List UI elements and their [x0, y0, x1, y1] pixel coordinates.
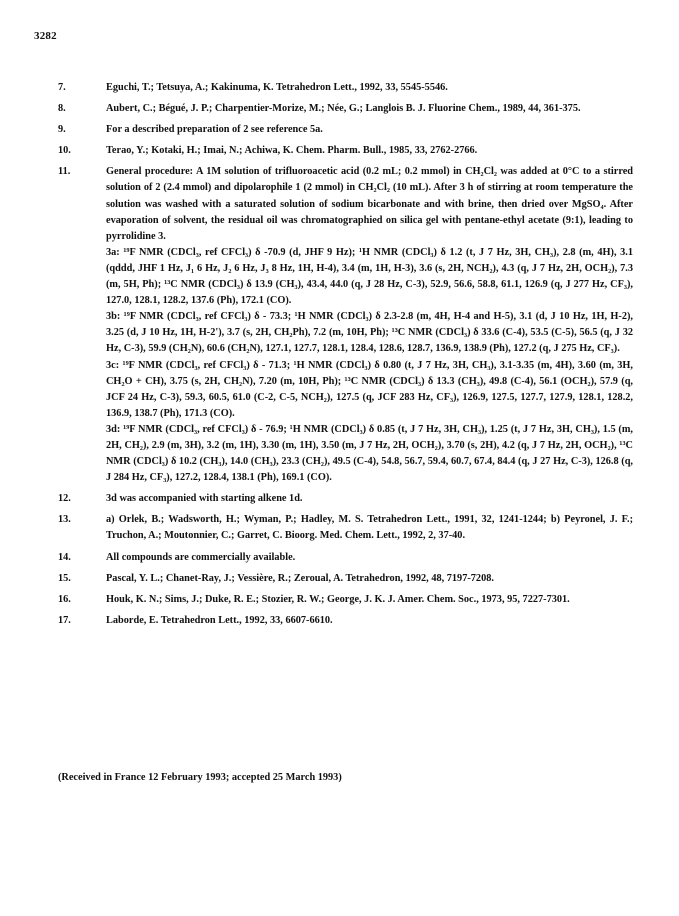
reference-15: [58, 571, 633, 587]
reference-number: 7.: [58, 82, 66, 93]
reference-text: For a described preparation of 2 see reference 5a.: [106, 124, 323, 136]
received-note: (Received in France 12 February 1993; accepted 25 March 1993): [58, 772, 342, 783]
reference-8: [58, 101, 633, 117]
reference-number: 10.: [58, 145, 71, 157]
compound-3c-data: 3c: ¹⁹F NMR (CDCl₃, ref CFCl₃) δ - 71.3; ¹H NMR (CDCl₃) δ 0.80 (t, J 7 Hz, 3H, CH₃), 3.1-3.35 (m, 4H), 3.60 (m, 3H, CH₂O + CH), 3.75 (s, 2H, CH₂N), 7.20 (m, 10H, Ph); ¹³C NMR (CDCl₃) δ 13.3 (CH₃), 49.8 (C-4), 56.1 (OCH₂), 57.9 (q, JCF 24 Hz, C-3), 59.3, 60.5, 61.0 (C-2, C-5, NCH₂), 127.5 (q, JCF 283 Hz, CF₃), 126.9, 127.5, 127.7, 127.9, 128.1, 128.2, 136.9, 138.7 (Ph), 171.3 (CO).: [106, 359, 633, 419]
reference-10: [58, 143, 633, 159]
reference-body: [106, 164, 633, 486]
compound-3b-data: 3b: ¹⁹F NMR (CDCl₃, ref CFCl₃) δ - 73.3; ¹H NMR (CDCl₃) δ 2.3-2.8 (m, 4H, H-4 and H-5), 3.1 (d, J 10 Hz, 1H, H-2), 3.25 (d, J 10 Hz, 1H, H-2'), 3.7 (s, 2H, CH₂Ph), 7.2 (m, 10H, Ph); ¹³C NMR (CDCl₃) δ 33.6 (C-4), 53.5 (C-5), 56.5 (q, J 32 Hz, C-3), 59.9 (CH₂N), 60.6 (CH₂N), 127.1, 127.7, 128.1, 128.4, 128.6, 128.7, 136.9, 138.9 (Ph), 127.2 (q, J 275 Hz, CF₃).: [106, 311, 633, 355]
reference-12: [58, 491, 633, 507]
compound-3a-data: 3a: ¹⁹F NMR (CDCl₃, ref CFCl₃) δ -70.9 (d, JHF 9 Hz); ¹H NMR (CDCl₃) δ 1.2 (t, J 7 Hz, 3H, CH₃), 2.8 (m, 4H), 3.1 (qddd, JHF 1 Hz, J₁ 6 Hz, J₂ 6 Hz, J₃ 8 Hz, 1H, H-4), 3.4 (m, 1H, H-3), 3.6 (s, 2H, NCH₂), 4.3 (q, J 7 Hz, 2H, OCH₂), 7.3 (m, 5H, Ph); ¹³C NMR (CDCl₃) δ 13.9 (CH₃), 43.4, 44.0 (q, J 28 Hz, C-3), 52.9, 56.6, 58.8, 61.1, 126.9 (q, J 277 Hz, CF₃), 127.0, 128.1, 128.2, 137.6 (Ph), 172.1 (CO).: [106, 246, 633, 307]
reference-text: 3d was accompanied with starting alkene 1d.: [106, 493, 303, 505]
reference-number: 17.: [58, 614, 71, 626]
reference-13: [58, 512, 633, 544]
reference-17: [58, 613, 633, 629]
reference-text: Houk, K. N.; Sims, J.; Duke, R. E.; Stozier, R. W.; George, J. K. J. Amer. Chem. Soc., 1973, 95, 7227-7301.: [106, 593, 570, 605]
reference-text: Aubert, C.; Bégué, J. P.; Charpentier-Morize, M.; Née, G.; Langlois B. J. Fluorine Chem., 1989, 44, 361-375.: [106, 103, 581, 115]
reference-number: 16.: [58, 593, 71, 605]
reference-11: [58, 164, 633, 486]
reference-9: [58, 122, 633, 138]
reference-number: 8.: [58, 103, 66, 115]
reference-list: [58, 80, 633, 634]
reference-number: 9.: [58, 124, 66, 136]
reference-16: [58, 592, 633, 608]
page-number: 3282: [34, 30, 57, 42]
reference-number: 11.: [58, 166, 71, 178]
compound-3d-data: 3d: ¹⁹F NMR (CDCl₃, ref CFCl₃) δ - 76.9; ¹H NMR (CDCl₃) δ 0.85 (t, J 7 Hz, 3H, CH₃), 1.25 (t, J 7 Hz, 3H, CH₃), 1.5 (m, 2H, CH₂), 2.9 (m, 3H), 3.2 (m, 1H), 3.30 (m, 1H), 3.50 (m, J 7 Hz, 2H, OCH₂), 3.70 (s, 2H), 4.2 (q, J 7 Hz, 2H, OCH₂), ¹³C NMR (CDCl₃) δ 10.2 (CH₃), 14.0 (CH₃), 23.3 (CH₂), 49.5 (C-4), 54.8, 56.7, 59.4, 60.7, 67.4, 84.4 (q, J 27 Hz, C-3), 126.8 (q, J 284 Hz, CF₃), 127.2, 128.4, 138.1 (Ph), 169.1 (CO).: [106, 423, 633, 484]
reference-number: 14.: [58, 551, 71, 563]
reference-text: Laborde, E. Tetrahedron Lett., 1992, 33, 6607-6610.: [106, 614, 333, 626]
reference-text: Terao, Y.; Kotaki, H.; Imai, N.; Achiwa, K. Chem. Pharm. Bull., 1985, 33, 2762-2766.: [106, 145, 478, 157]
reference-text: Eguchi, T.; Tetsuya, A.; Kakinuma, K. Tetrahedron Lett., 1992, 33, 5545-5546.: [106, 82, 448, 93]
reference-text: Pascal, Y. L.; Chanet-Ray, J.; Vessière, R.; Zeroual, A. Tetrahedron, 1992, 48, 7197-7208.: [106, 572, 494, 584]
reference-7: [58, 80, 633, 96]
reference-text: a) Orlek, B.; Wadsworth, H.; Wyman, P.; Hadley, M. S. Tetrahedron Lett., 1991, 32, 1241-1244; b) Peyronel, J. F.; Truchon, A.; Moutonnier, C.; Garret, C. Bioorg. Med. Chem. Lett., 1992, 2, 37-40.: [106, 514, 633, 542]
reference-number: 13.: [58, 514, 71, 526]
general-procedure-text: General procedure: A 1M solution of trifluoroacetic acid (0.2 mL; 0.2 mmol) in CH₂Cl₂ was added at 0°C to a stirred solution of 2 (2.4 mmol) and dipolarophile 1 (2 mmol) in CH₂Cl₂ (10 mL). After 3 h of stirring at room temperature the solution was washed with a saturated solution of sodium bicarbonate and with brine, then dried over MgSO₄. After evaporation of solvent, the residual oil was chromatographied on silica gel with pentane-ethyl acetate (9:1), leading to pyrrolidine 3.: [106, 166, 633, 242]
reference-number: 15.: [58, 572, 71, 584]
reference-text: All compounds are commercially available.: [106, 551, 296, 563]
reference-number: 12.: [58, 493, 71, 505]
reference-14: [58, 550, 633, 566]
